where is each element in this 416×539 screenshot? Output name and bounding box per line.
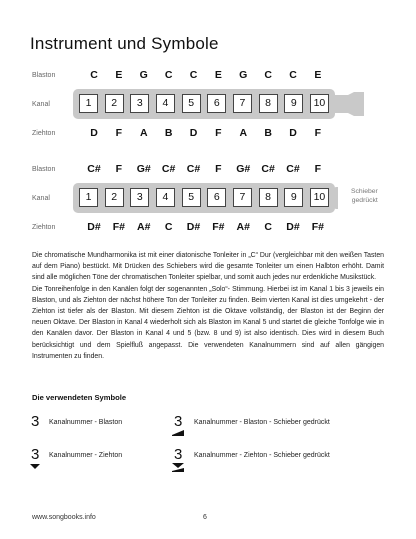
channel-row-label: Kanal <box>32 195 50 202</box>
draw-slider-marker-icon <box>172 463 184 472</box>
blow-row-label: Blaston <box>32 166 56 173</box>
blow-note: C <box>164 69 173 81</box>
channel-hole: 3 <box>130 94 149 113</box>
blow-note: C# <box>286 163 300 175</box>
channel-hole: 8 <box>259 94 278 113</box>
symbol-label: Kanalnummer - Ziehton - Schieber gedrückt <box>194 452 330 459</box>
symbol-label: Kanalnummer - Blaston - Schieber gedrückt <box>194 419 330 426</box>
blow-note: G <box>139 69 148 81</box>
channel-hole: 10 <box>310 94 329 113</box>
blow-notes-row <box>83 163 329 175</box>
channel-hole: 2 <box>105 94 124 113</box>
channel-holes-row <box>73 94 335 113</box>
blow-note: C# <box>87 163 101 175</box>
blow-note: E <box>214 69 222 81</box>
draw-note: D <box>90 127 98 139</box>
draw-note: F <box>314 127 322 139</box>
symbols-heading: Die verwendeten Symbole <box>32 393 127 402</box>
blow-note: F <box>215 163 222 175</box>
draw-note: D <box>289 127 297 139</box>
channel-hole: 6 <box>207 188 226 207</box>
page-title: Instrument und Symbole <box>30 34 219 53</box>
footer-website: www.songbooks.info <box>32 514 96 521</box>
slider-marker-icon <box>172 430 184 436</box>
blow-note: C# <box>261 163 275 175</box>
channel-hole: 1 <box>79 94 98 113</box>
draw-notes-row <box>83 221 329 233</box>
draw-note: A <box>239 127 248 139</box>
channel-hole: 6 <box>207 94 226 113</box>
channel-hole: 9 <box>284 188 303 207</box>
draw-note: F# <box>112 221 125 233</box>
blow-note: C <box>189 69 198 81</box>
blow-note: C# <box>186 163 201 175</box>
symbol-blow: 3 <box>31 413 40 430</box>
slider-label-line2: gedrückt <box>351 197 378 204</box>
paragraph: Die Tonreihenfolge in den Kanälen folgt der sogenannten „Solo“- Stimmung. Hierbei ist im Kanal 1 bis 3 jeweils ein Blaston, und als Ziehton der nächst höhere Ton der Tonleiter zu finden. Beim vierten Kanal ist dies umgekehrt - der Ziehton ist tiefer als der Blaston. Mit diesem Ziehton ist die Oktave vollständig, der Blaston ist der Beginn der neuen Oktave. Der Blaston in Kanal 4 wiederholt sich als Blaston im Kanal 5 und startet die gleiche Tonfolge wie in den Kanälen davor. Der Blaston in Kanal 4 und 5 (bzw. 8 und 9) ist also identisch. Dies wird in diesem Buch berücksichtigt und dem Spielfluß angepasst. Die verwendeten Kanalnummern sind auf allen gängigen Instrumenten zu finden. <box>32 285 384 360</box>
symbol-draw: 3 <box>31 446 40 463</box>
draw-note: D# <box>286 221 300 233</box>
blow-note: C <box>264 69 272 81</box>
channel-hole: 4 <box>156 188 175 207</box>
blow-note: C# <box>161 163 176 175</box>
draw-note: C <box>164 221 173 233</box>
draw-note: A# <box>236 221 250 233</box>
draw-note: A <box>139 127 148 139</box>
channel-hole: 2 <box>105 188 124 207</box>
symbol-label: Kanalnummer - Ziehton <box>49 452 123 459</box>
blow-note: G <box>239 69 248 81</box>
channel-hole: 8 <box>259 188 278 207</box>
draw-note: B <box>164 127 173 139</box>
blow-note: C <box>90 69 98 81</box>
symbol-label: Kanalnummer - Blaston <box>49 419 123 426</box>
draw-note: D# <box>186 221 201 233</box>
body-text <box>32 250 384 362</box>
channel-hole: 1 <box>79 188 98 207</box>
draw-marker-icon <box>30 464 40 470</box>
blow-note: F <box>115 163 123 175</box>
symbol-draw-slider: 3 <box>174 446 183 463</box>
channel-hole: 3 <box>130 188 149 207</box>
slider-label-line1: Schieber <box>351 188 378 195</box>
blow-row-label: Blaston <box>32 72 56 79</box>
blow-notes-row <box>83 69 329 81</box>
draw-note: C <box>264 221 272 233</box>
draw-note: D# <box>87 221 101 233</box>
channel-hole: 7 <box>233 188 252 207</box>
draw-note: B <box>264 127 272 139</box>
slider-button-icon <box>330 92 364 116</box>
paragraph: Die chromatische Mundharmonika ist mit einer diatonische Tonleiter in „C“ Dur (vergleichbar mit den weißen Tasten auf dem Piano) bestückt. Mit Drücken des Schiebers wird die gesamte Tonleiter um einen Halbton erhöht. Damit sind alle möglichen Töne der chromatischen Tonleiter spielbar, und somit auch jedes nur erdenkliche Musikstück. <box>32 252 384 282</box>
draw-note: F <box>215 127 222 139</box>
draw-note: F# <box>311 221 324 233</box>
channel-hole: 10 <box>310 188 329 207</box>
blow-note: F <box>314 163 322 175</box>
draw-note: D <box>189 127 198 139</box>
draw-notes-row <box>83 127 329 139</box>
blow-note: G# <box>236 163 251 175</box>
blow-note: E <box>314 69 322 81</box>
channel-hole: 7 <box>233 94 252 113</box>
slider-pressed-label <box>351 187 378 205</box>
draw-note: F <box>115 127 123 139</box>
draw-note: F# <box>212 221 225 233</box>
channel-row-label: Kanal <box>32 101 50 108</box>
draw-row-label: Ziehton <box>32 130 56 137</box>
draw-row-label: Ziehton <box>32 224 56 231</box>
channel-hole: 4 <box>156 94 175 113</box>
channel-holes-row <box>73 188 335 207</box>
blow-note: G# <box>136 163 151 175</box>
page-number: 6 <box>203 514 207 521</box>
channel-hole: 5 <box>182 94 201 113</box>
blow-note: E <box>115 69 123 81</box>
draw-note: A# <box>137 221 151 233</box>
blow-note: C <box>289 69 297 81</box>
channel-hole: 5 <box>182 188 201 207</box>
channel-hole: 9 <box>284 94 303 113</box>
symbol-blow-slider: 3 <box>174 413 183 430</box>
